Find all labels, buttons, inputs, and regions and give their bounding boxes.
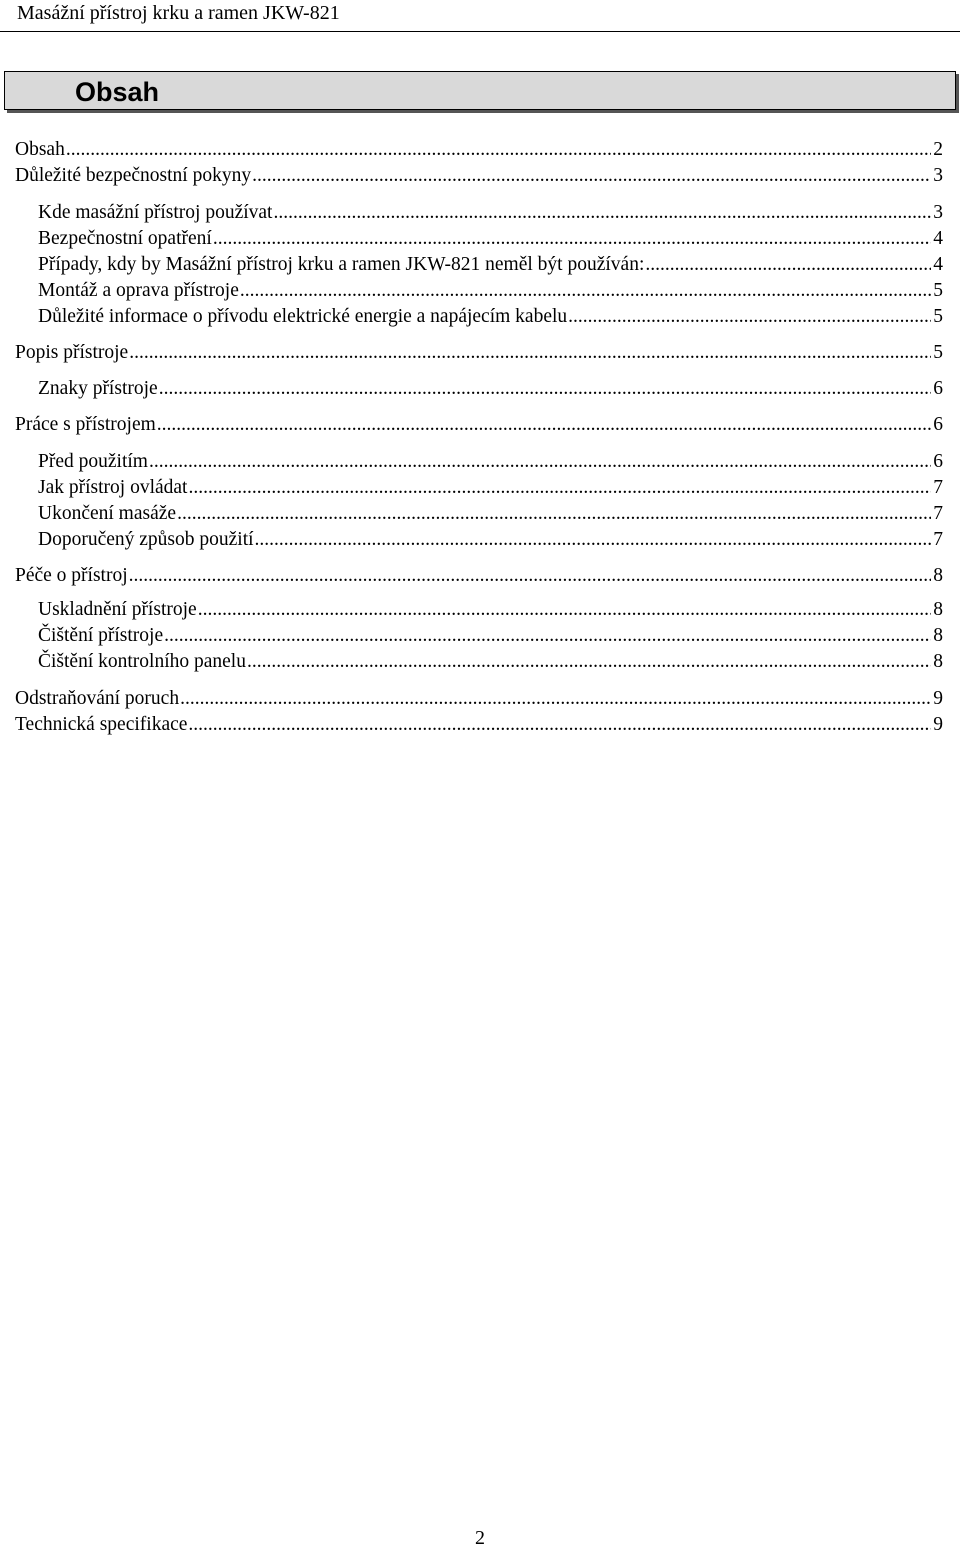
toc-entry-page: 4 [933, 228, 943, 249]
toc-leader-dots [149, 450, 931, 474]
toc-entry-label: Uskladnění přístroje [38, 599, 197, 620]
toc-entry[interactable] [15, 164, 943, 188]
toc-entry-label: Čištění kontrolního panelu [38, 651, 246, 672]
toc-entry-page: 8 [933, 651, 943, 672]
toc-entry[interactable] [38, 476, 943, 500]
toc-entry-label: Doporučený způsob použití [38, 529, 254, 550]
toc-entry-label: Případy, kdy by Masážní přístroj krku a ramen JKW-821 neměl být používán: [38, 254, 645, 275]
toc-entry[interactable] [38, 253, 943, 277]
toc-entry-page: 8 [933, 625, 943, 646]
toc-entry[interactable] [38, 528, 943, 552]
toc-leader-dots [247, 650, 931, 674]
toc-entry[interactable] [38, 279, 943, 303]
toc-entry-page: 5 [933, 306, 943, 327]
running-header: Masážní přístroj krku a ramen JKW-821 [17, 2, 340, 24]
toc-entry[interactable] [38, 598, 943, 622]
toc-entry-label: Popis přístroje [15, 342, 129, 363]
toc-leader-dots [198, 598, 932, 622]
toc-entry[interactable] [38, 450, 943, 474]
toc-entry[interactable] [15, 564, 943, 588]
toc-entry-label: Jak přístroj ovládat [38, 477, 188, 498]
toc-entry-label: Obsah [15, 139, 65, 160]
toc-entry-label: Kde masážní přístroj používat [38, 202, 273, 223]
section-heading-box [4, 71, 956, 110]
page-number: 2 [475, 1527, 485, 1549]
toc-leader-dots [164, 624, 931, 648]
toc-entry[interactable] [38, 305, 943, 329]
toc-entry[interactable] [38, 624, 943, 648]
toc-entry-label: Důležité informace o přívodu elektrické energie a napájecím kabelu [38, 306, 568, 327]
toc-entry-label: Znaky přístroje [38, 378, 158, 399]
toc-leader-dots [273, 201, 931, 225]
toc-entry-page: 5 [933, 342, 943, 363]
toc-leader-dots [180, 687, 931, 711]
toc-entry-page: 9 [933, 688, 943, 709]
toc-entry-page: 4 [933, 254, 943, 275]
toc-entry-page: 7 [933, 529, 943, 550]
toc-entry-page: 5 [933, 280, 943, 301]
toc-leader-dots [129, 341, 931, 365]
toc-entry[interactable] [38, 377, 943, 401]
toc-leader-dots [568, 305, 931, 329]
toc-leader-dots [66, 138, 931, 162]
toc-leader-dots [177, 502, 931, 526]
toc-entry[interactable] [38, 201, 943, 225]
toc-entry[interactable] [15, 687, 943, 711]
toc-entry[interactable] [38, 502, 943, 526]
toc-entry-label: Ukončení masáže [38, 503, 177, 524]
toc-entry[interactable] [15, 713, 943, 737]
toc-entry-page: 6 [933, 378, 943, 399]
toc-entry[interactable] [38, 650, 943, 674]
section-heading: Obsah [75, 77, 160, 107]
toc-entry-page: 6 [933, 451, 943, 472]
toc-entry[interactable] [15, 413, 943, 437]
toc-entry-label: Péče o přístroj [15, 565, 128, 586]
toc-entry-page: 9 [933, 714, 943, 735]
toc-entry-label: Práce s přístrojem [15, 414, 156, 435]
toc-entry-label: Montáž a oprava přístroje [38, 280, 239, 301]
toc-entry-label: Čištění přístroje [38, 625, 164, 646]
toc-leader-dots [188, 713, 931, 737]
toc-entry-page: 6 [933, 414, 943, 435]
toc-leader-dots [129, 564, 932, 588]
toc-leader-dots [213, 227, 931, 251]
toc-leader-dots [252, 164, 931, 188]
toc-entry-page: 8 [933, 599, 943, 620]
toc-leader-dots [188, 476, 931, 500]
toc-entry-page: 8 [933, 565, 943, 586]
header-divider [0, 31, 960, 32]
toc-entry-label: Důležité bezpečnostní pokyny [15, 165, 252, 186]
toc-entry-label: Odstraňování poruch [15, 688, 180, 709]
toc-entry-page: 7 [933, 503, 943, 524]
toc-entry-page: 3 [933, 202, 943, 223]
toc-entry-page: 7 [933, 477, 943, 498]
toc-leader-dots [157, 413, 931, 437]
toc-leader-dots [240, 279, 931, 303]
toc-entry-page: 3 [933, 165, 943, 186]
toc-entry-label: Technická specifikace [15, 714, 188, 735]
toc-entry-label: Před použitím [38, 451, 148, 472]
toc-leader-dots [645, 253, 931, 277]
toc-entry[interactable] [15, 138, 943, 162]
toc-leader-dots [159, 377, 932, 401]
toc-entry-label: Bezpečnostní opatření [38, 228, 212, 249]
toc-leader-dots [255, 528, 932, 552]
toc-entry[interactable] [38, 227, 943, 251]
toc-entry-page: 2 [933, 139, 943, 160]
toc-entry[interactable] [15, 341, 943, 365]
